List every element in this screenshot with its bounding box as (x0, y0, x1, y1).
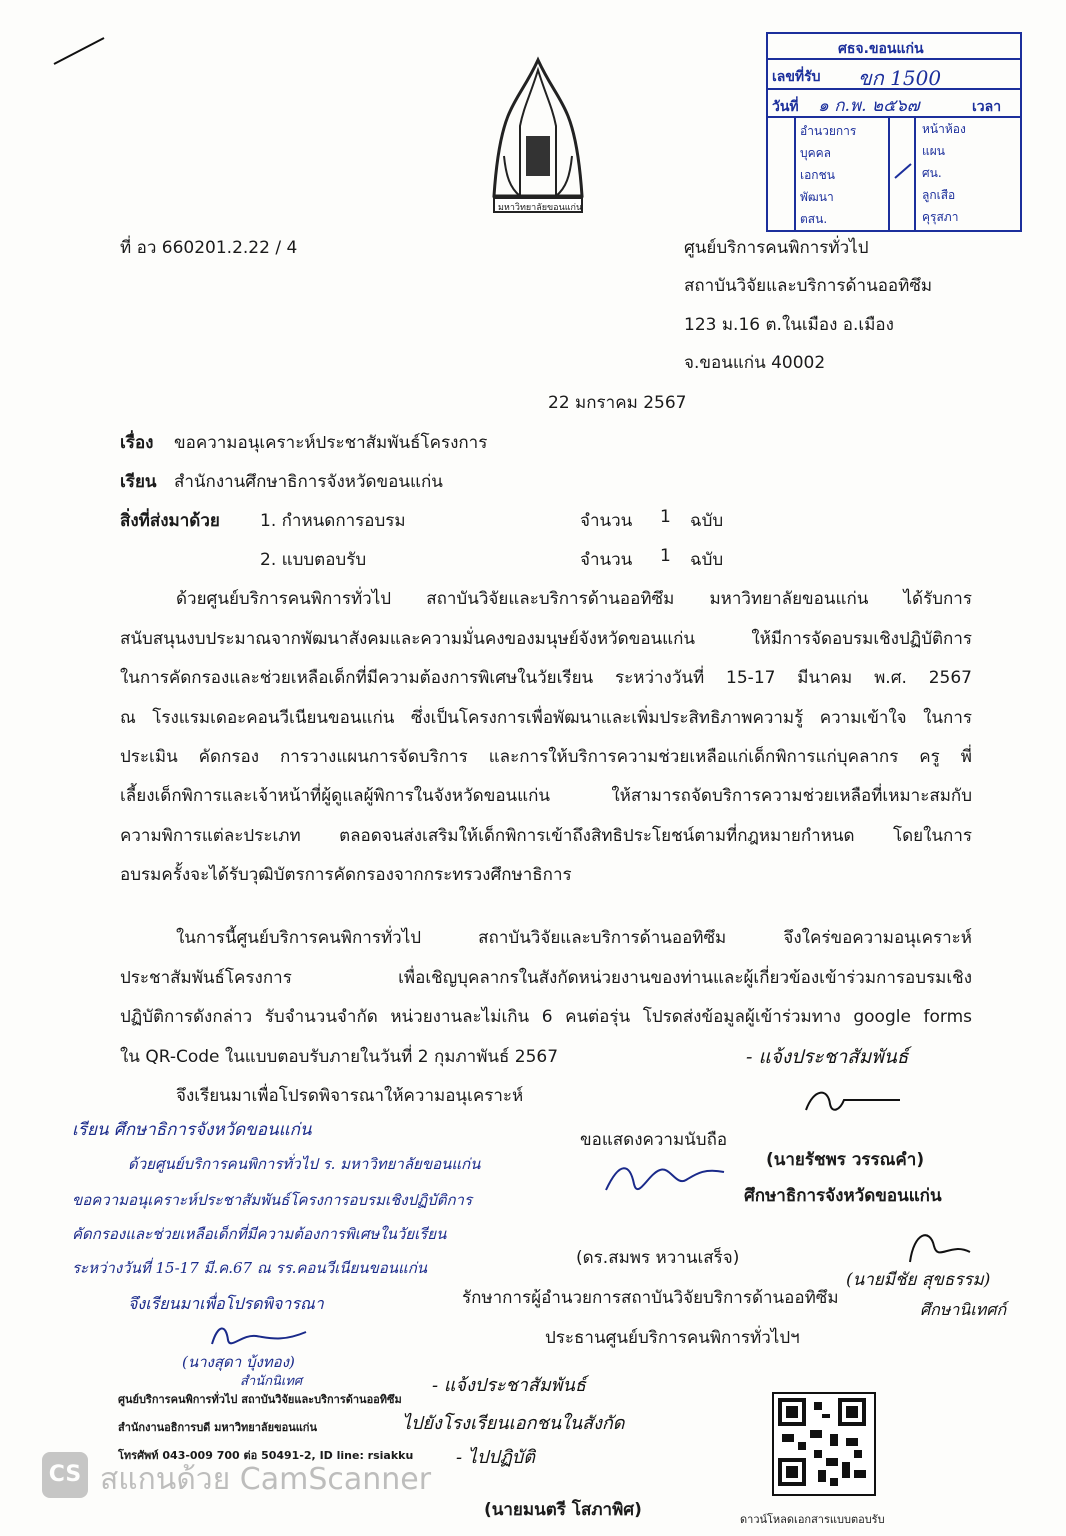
author-signature (600, 1150, 730, 1210)
hw-note-signature (206, 1318, 316, 1354)
hw-bottom-1: - แจ้งประชาสัมพันธ์ (432, 1375, 586, 1396)
pen-mark (50, 34, 110, 70)
para1-line-7: ความพิการแต่ละประเภท ตลอดจนส่งเสริมให้เด็กพิการเข้าถึงสิทธิประโยชน์ตามที่กฎหมายกำหนด โดยในการ (120, 826, 972, 846)
hw-note-5: ระหว่างวันที่ 15-17 มี.ค.67 ณ รร.คอนวีเนียนขอนแก่น (72, 1259, 428, 1277)
camscanner-text: สแกนด้วย CamScanner (100, 1462, 432, 1497)
letter-date: 22 มกราคม 2567 (548, 393, 687, 413)
signer-title-2: ประธานศูนย์บริการคนพิการทั่วไปฯ (545, 1328, 800, 1348)
hw-note-name: (นางสุดา บุ้งทอง) (182, 1353, 295, 1371)
reference-number: ที่ อว 660201.2.22 / 4 (120, 238, 298, 258)
sender-line-1: ศูนย์บริการคนพิการทั่วไป (684, 238, 869, 258)
rep-name: (นายรัชพร วรรณคำ) (766, 1150, 925, 1170)
stamp-right-1: แผน (922, 144, 945, 158)
closing-request: จึงเรียนมาเพื่อโปรดพิจารณาให้ความอนุเคราะห์ (176, 1086, 524, 1106)
hw-right-name: (นายมีชัย สุขธรรม) (846, 1270, 991, 1290)
stamp-date-value: ๑ ก.พ. ๒๕๖๗ (818, 96, 920, 116)
hw-directive-1: - แจ้งประชาสัมพันธ์ (746, 1046, 909, 1068)
sender-line-4: จ.ขอนแก่น 40002 (684, 353, 826, 373)
camscanner-badge-icon: CS (42, 1452, 88, 1498)
hw-note-2: ด้วยศูนย์บริการคนพิการทั่วไป ร. มหาวิทยาลัยขอนแก่น (128, 1155, 481, 1173)
hw-bottom-2: ไปยังโรงเรียนเอกชนในสังกัด (402, 1413, 625, 1434)
attachment-2-qty-label: จำนวน (580, 550, 633, 570)
stamp-right-3: ลูกเสือ (922, 188, 956, 202)
attachment-1-unit: ฉบับ (690, 511, 724, 531)
attachment-2-unit: ฉบับ (690, 550, 724, 570)
sender-line-2: สถาบันวิจัยและบริการด้านออทิซึม (684, 276, 933, 296)
hw-initial-1 (800, 1080, 910, 1120)
stamp-recv-label: เลขที่รับ (772, 69, 821, 85)
para1-line-6: เลี้ยงเด็กพิการและเจ้าหน้าที่ผู้ดูแลผู้พิการในจังหวัดขอนแก่น ให้สามารถจัดบริการความช่วยเหลือที่เหมาะสมกับ (120, 786, 972, 806)
footer-line-1: ศูนย์บริการคนพิการทั่วไป สถาบันวิจัยและบริการด้านออทิซึม (118, 1393, 402, 1406)
hw-bottom-3: - ไปปฏิบัติ (456, 1447, 535, 1468)
hw-bottom-name: (นายมนตรี โสภาพิศ) (484, 1500, 642, 1520)
para2-line-4: ใน QR-Code ในแบบตอบรับภายในวันที่ 2 กุมภาพันธ์ 2567 (120, 1047, 559, 1067)
para1-line-3: ในการคัดกรองและช่วยเหลือเด็กที่มีความต้องการพิเศษในวัยเรียน ระหว่างวันที่ 15-17 มีนาคม พ.ศ. 2567 (120, 668, 972, 688)
attachment-2-qty: 1 (660, 546, 671, 566)
footer-line-2: สำนักงานอธิการบดี มหาวิทยาลัยขอนแก่น (118, 1421, 317, 1434)
footer-line-3: โทรศัพท์ 043-009 700 ต่อ 50491-2, ID line: rsiakku (118, 1449, 414, 1462)
hw-signature-right (900, 1222, 980, 1272)
to-text: สำนักงานศึกษาธิการจังหวัดขอนแก่น (174, 472, 443, 492)
hw-right-title: ศึกษานิเทศก์ (920, 1300, 1007, 1319)
subject-text: ขอความอนุเคราะห์ประชาสัมพันธ์โครงการ (174, 433, 488, 453)
stamp-time-label: เวลา (972, 99, 1002, 115)
hw-note-6: จึงเรียนมาเพื่อโปรดพิจารณา (128, 1294, 324, 1313)
stamp-right-4: คุรุสภา (922, 210, 959, 224)
para1-line-2: สนับสนุนงบประมาณจากพัฒนาสังคมและความมั่นคงของมนุษย์จังหวัดขอนแก่น ให้มีการจัดอบรมเชิงปฏิบัติการ (120, 629, 972, 649)
para2-line-1: ในการนี้ศูนย์บริการคนพิการทั่วไป สถาบันวิจัยและบริการด้านออทิซึม จึงใคร่ขอความอนุเคราะห์ (176, 928, 972, 948)
attachment-1-qty-label: จำนวน (580, 511, 633, 531)
attachment-1-item: 1. กำหนดการอบรม (260, 511, 406, 531)
qr-caption: ดาวน์โหลดเอกสารแบบตอบรับ (740, 1513, 885, 1526)
stamp-left-4: ตสน. (800, 212, 828, 226)
university-logo (486, 56, 590, 226)
stamp-left-0: อำนวยการ (800, 124, 857, 138)
rep-title: ศึกษาธิการจังหวัดขอนแก่น (744, 1186, 942, 1206)
hw-note-4: คัดกรองและช่วยเหลือเด็กที่มีความต้องการพิเศษในวัยเรียน (72, 1225, 447, 1243)
stamp-left-1: บุคคล (800, 146, 832, 160)
hw-note-1: เรียน ศึกษาธิการจังหวัดขอนแก่น (72, 1120, 312, 1140)
para2-line-2: ประชาสัมพันธ์โครงการ เพื่อเชิญบุคลากรในสังกัดหน่วยงานของท่านและผู้เกี่ยวข้องเข้าร่วมการอบรมเชิง (120, 968, 972, 988)
to-label: เรียน (120, 472, 157, 492)
logo-caption: มหาวิทยาลัยขอนแก่น (498, 203, 583, 213)
receiving-stamp (766, 32, 1022, 232)
para1-line-8: อบรมครั้งจะได้รับวุฒิบัตรการคัดกรองจากกระทรวงศึกษาธิการ (120, 865, 572, 885)
attachments-label: สิ่งที่ส่งมาด้วย (120, 511, 220, 531)
attachment-1-qty: 1 (660, 507, 671, 527)
para1-line-1: ด้วยศูนย์บริการคนพิการทั่วไป สถาบันวิจัยและบริการด้านออทิซึม มหาวิทยาลัยขอนแก่น ได้รับการ (176, 589, 972, 609)
stamp-recv-value: ขก 1500 (858, 66, 942, 90)
qr-code[interactable] (772, 1392, 876, 1496)
closing-text: ขอแสดงความนับถือ (580, 1130, 728, 1150)
stamp-left-2: เอกชน (800, 168, 835, 182)
stamp-date-label: วันที่ (772, 99, 799, 115)
signer-title-1: รักษาการผู้อำนวยการสถาบันวิจัยบริการด้านออทิซึม (462, 1288, 839, 1308)
para1-line-4: ณ โรงแรมเดอะคอนวีเนียนขอนแก่น ซึ่งเป็นโครงการเพื่อพัฒนาและเพิ่มประสิทธิภาพความรู้ ความเข้าใจ ในการ (120, 708, 972, 728)
attachment-2-item: 2. แบบตอบรับ (260, 550, 367, 570)
signer-name: (ดร.สมพร หวานเสร็จ) (576, 1248, 740, 1268)
hw-note-3: ขอความอนุเคราะห์ประชาสัมพันธ์โครงการอบรมเชิงปฏิบัติการ (72, 1191, 473, 1209)
stamp-left-3: พัฒนา (800, 190, 834, 204)
para1-line-5: ประเมิน คัดกรอง การวางแผนการจัดบริการ และการให้บริการความช่วยเหลือแก่เด็กพิการแก่บุคลากร ครู พี่ (120, 747, 972, 767)
subject-label: เรื่อง (120, 433, 154, 453)
hw-note-title: สำนักนิเทศ (240, 1374, 303, 1389)
stamp-right-0: หน้าห้อง (922, 122, 966, 136)
stamp-tick-icon (892, 160, 914, 182)
qr-code-pattern (774, 1394, 870, 1490)
stamp-office: ศธจ.ขอนแก่น (838, 41, 924, 57)
para2-line-3: ปฏิบัติการดังกล่าว รับจำนวนจำกัด หน่วยงานละไม่เกิน 6 คนต่อรุ่น โปรดส่งข้อมูลผู้เข้าร่วมทาง google forms (120, 1007, 972, 1027)
sender-line-3: 123 ม.16 ต.ในเมือง อ.เมือง (684, 315, 894, 335)
stamp-right-2: ศน. (922, 166, 942, 180)
